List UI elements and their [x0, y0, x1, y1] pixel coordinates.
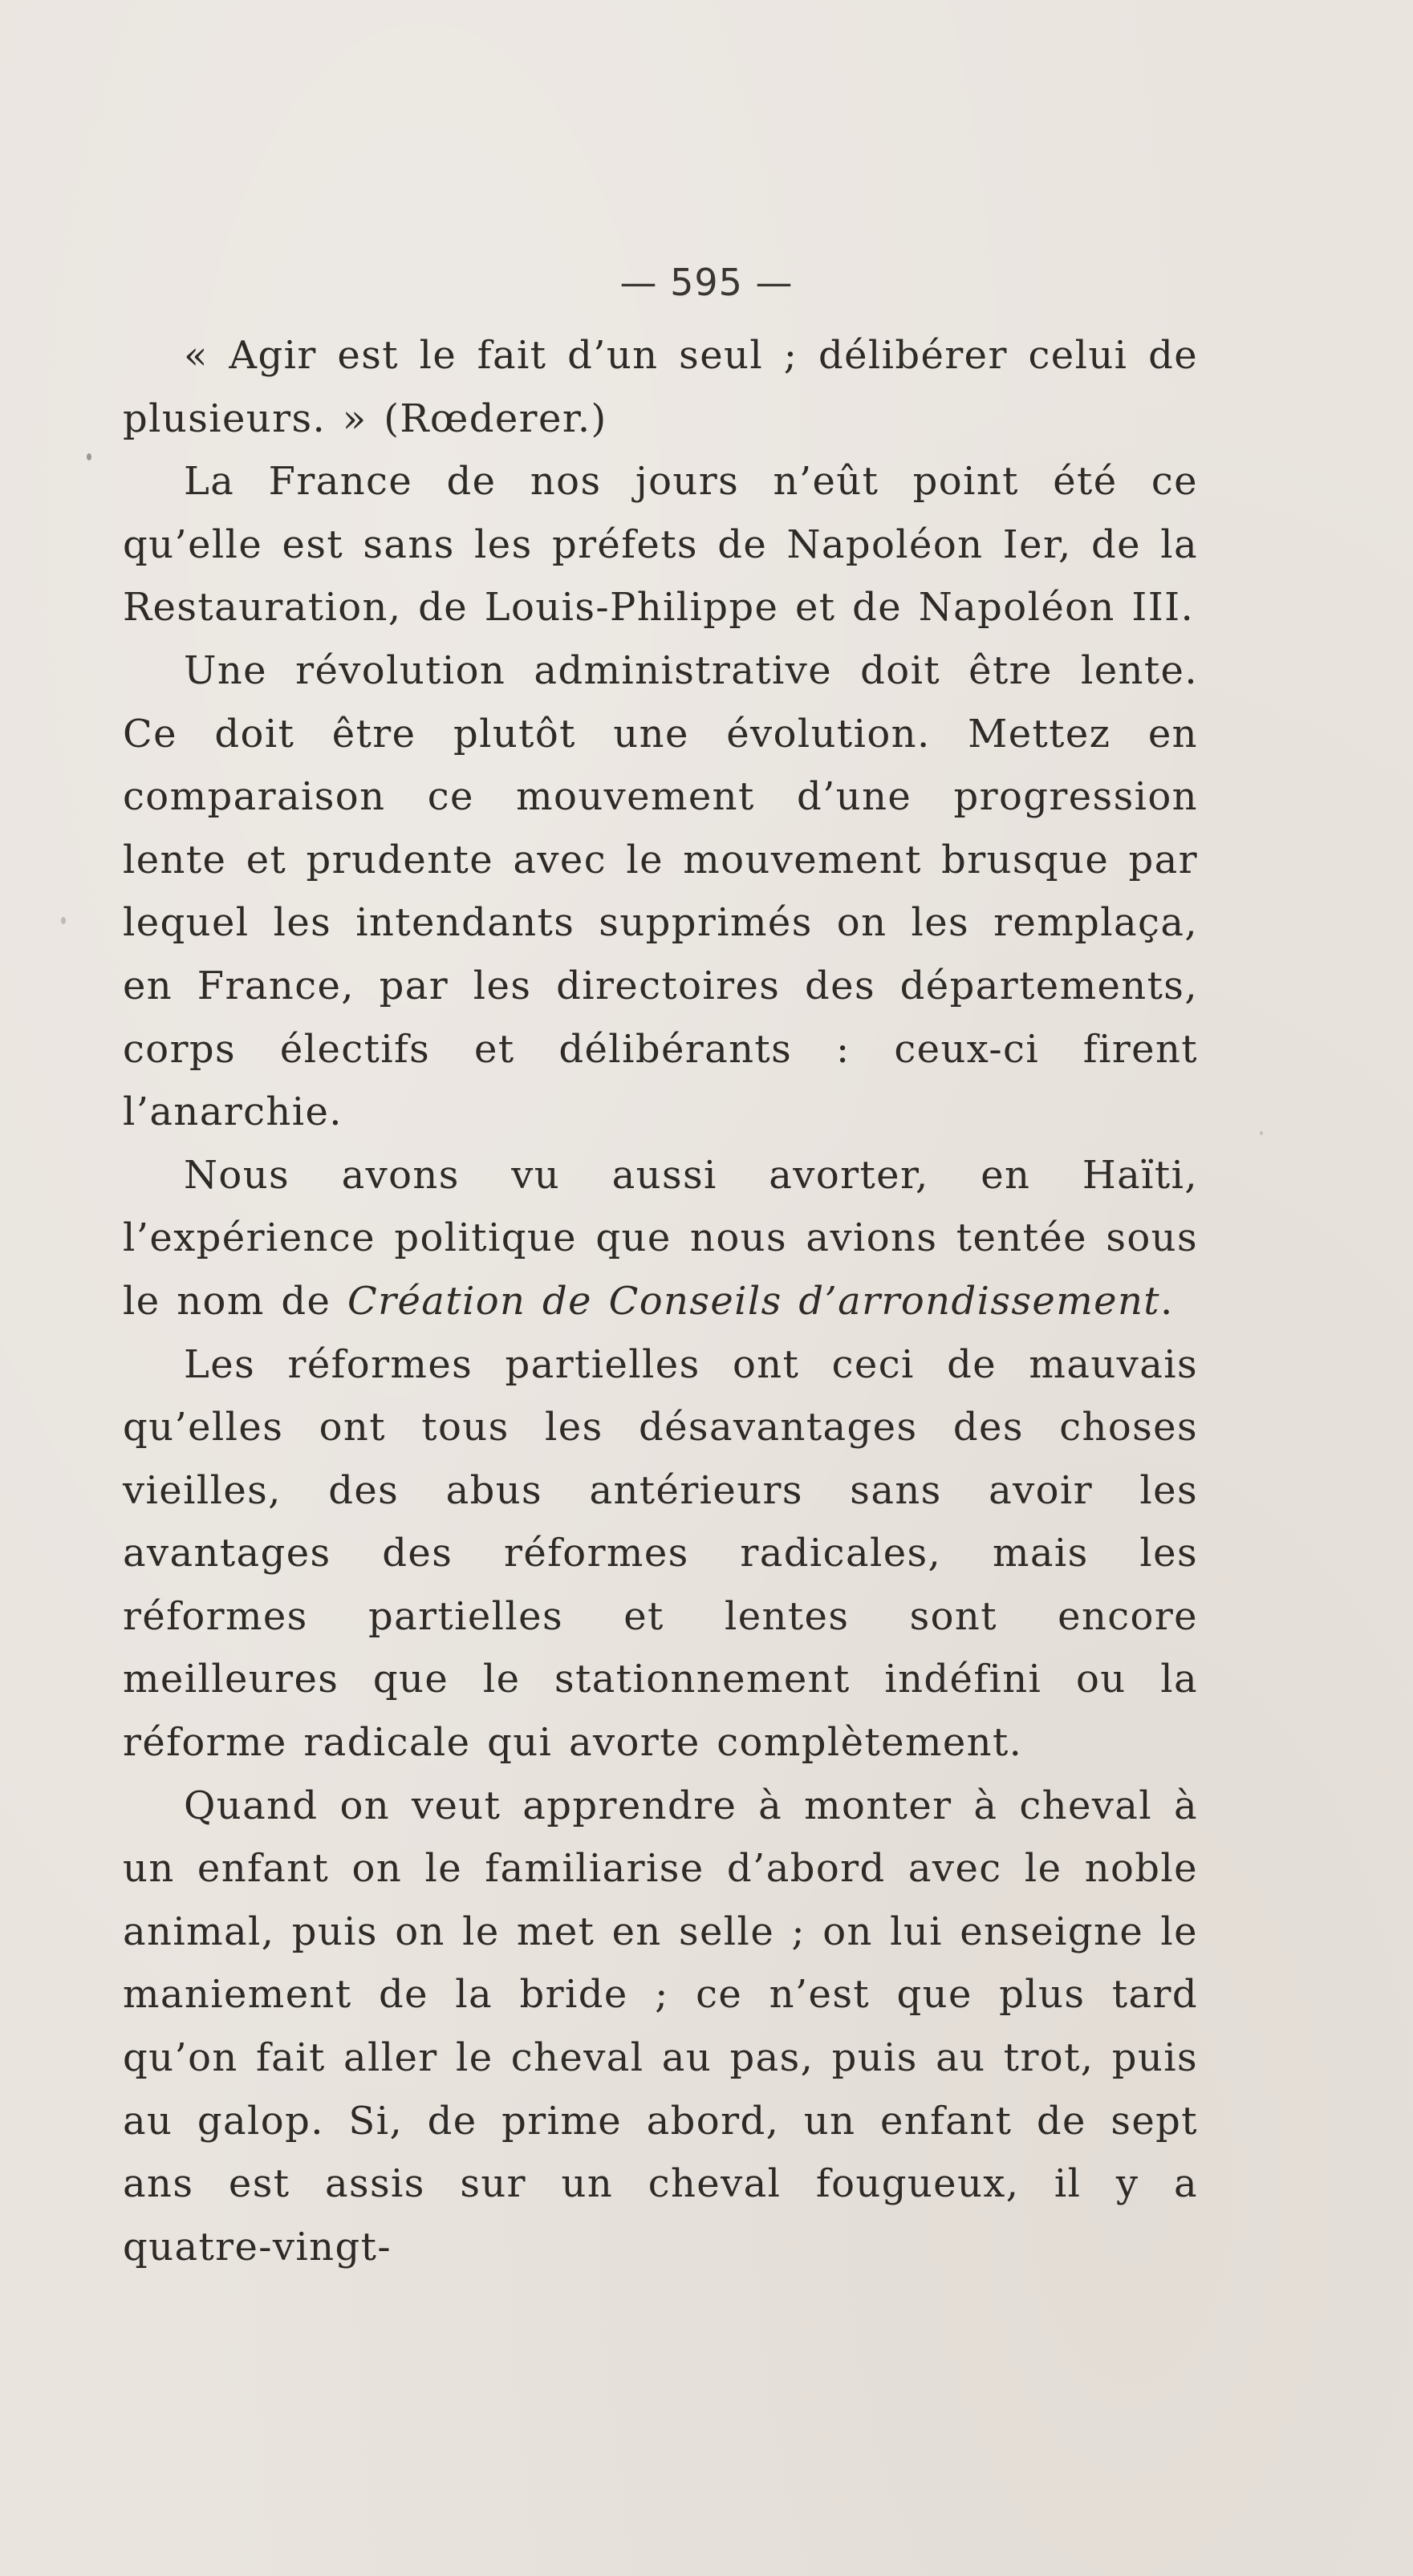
paragraph-haiti-end: . — [1159, 1278, 1174, 1324]
paper-speck — [87, 453, 91, 460]
body-text — [123, 324, 1198, 2278]
italic-title-conseils: Création de Conseils d’arrondissement — [347, 1278, 1160, 1324]
paragraph-haiti-conseils — [123, 1144, 1198, 1333]
page-number: — 595 — — [619, 261, 794, 304]
paragraph-quote-roederer: « Agir est le fait d’un seul ; délibérer celui de plusieurs. » (Rœderer.) — [123, 333, 1198, 441]
paragraph-reformes-partielles: Les réformes partielles ont ceci de mauvais qu’elles ont tous les désavantages des choses vieilles, des abus antérieurs sans avoir les avantages des réformes radicales, mais les réformes partielles et lentes sont encore meilleures que le stationnement indéfini ou la réforme radicale qui avorte complètement. — [123, 1341, 1198, 1766]
paper-speck — [1260, 1131, 1263, 1135]
paragraph-prefets: La France de nos jours n’eût point été ce qu’elle est sans les préfets de Napoléon Ier, de la Restauration, de Louis-Philippe et de Napoléon III. — [123, 459, 1198, 631]
paragraph-haiti-text: Nous avons vu aussi avorter, en Haïti, l’expérience politique que nous avions tentée sous le nom de — [123, 1152, 1198, 1324]
paragraph-revolution-administrative: Une révolution administrative doit être lente. Ce doit être plutôt une évolution. Mettez en comparaison ce mouvement d’une progression lente et prudente avec le mouvement brusque par lequel les intendants supprimés on les remplaça, en France, par les directoires des départements, corps électifs et délibérants : ceux-ci firent l’anarchie. — [123, 647, 1198, 1135]
paragraph-cheval: Quand on veut apprendre à monter à cheval à un enfant on le familiarise d’abord avec le noble animal, puis on le met en selle ; on lui enseigne le maniement de la bride ; ce n’est que plus tard qu’on fait aller le cheval au pas, puis au trot, puis au galop. Si, de prime abord, un enfant de sept ans est assis sur un cheval fougueux, il y a quatre-vingt- — [123, 1783, 1198, 2270]
paper-speck — [61, 917, 66, 924]
